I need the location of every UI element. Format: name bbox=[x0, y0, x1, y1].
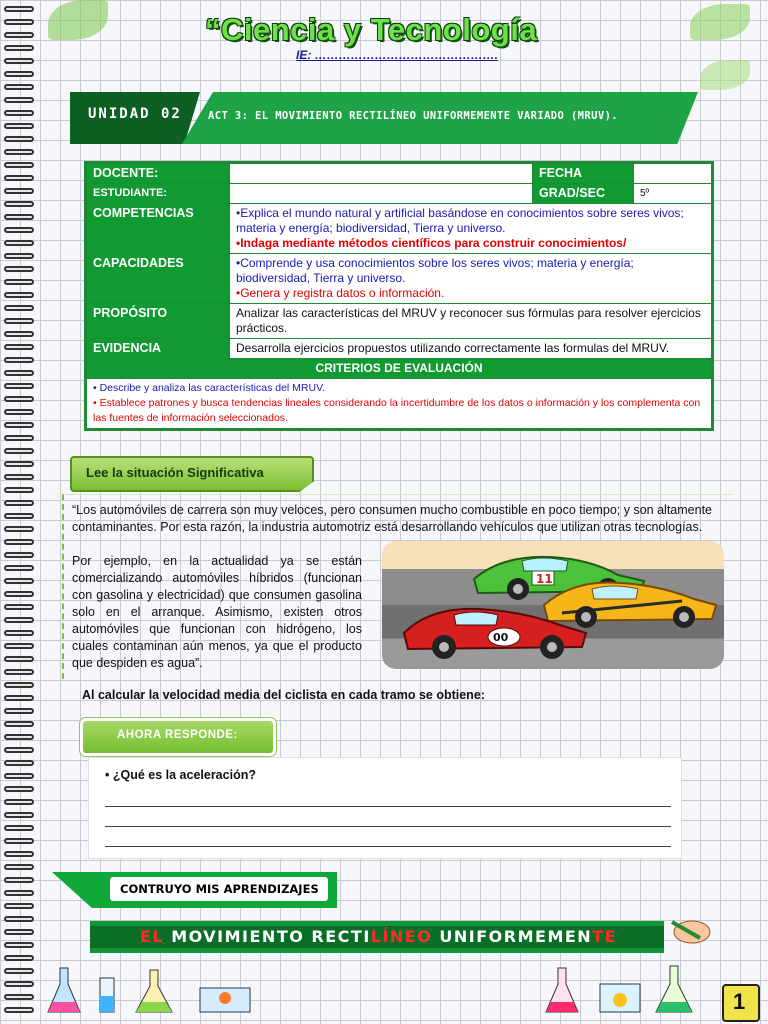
spiral-ring bbox=[4, 45, 34, 51]
leaf-decoration bbox=[700, 60, 750, 90]
estudiante-value[interactable] bbox=[230, 184, 533, 204]
spiral-ring bbox=[4, 968, 34, 974]
spiral-ring bbox=[4, 708, 34, 714]
spiral-ring bbox=[4, 500, 34, 506]
spiral-ring bbox=[4, 487, 34, 493]
spiral-ring bbox=[4, 838, 34, 844]
spiral-ring bbox=[4, 526, 34, 532]
proposito-label: PROPÓSITO bbox=[86, 304, 230, 339]
gradsec-value[interactable]: 5º bbox=[634, 184, 713, 204]
spiral-ring bbox=[4, 1007, 34, 1013]
spiral-ring bbox=[4, 981, 34, 987]
spiral-ring bbox=[4, 786, 34, 792]
mruv-title-part: LÍNEO bbox=[370, 927, 433, 946]
activity-title: ACT 3: EL MOVIMIENTO RECTILÍNEO UNIFORMEMENTE VARIADO (MRUV). bbox=[208, 110, 619, 122]
ahora-responde-text: AHORA RESPONDE: bbox=[117, 729, 238, 741]
competencias-label: COMPETENCIAS bbox=[86, 204, 230, 254]
mruv-title-part: UNIFORMEMEN bbox=[432, 927, 593, 946]
competencias-cell bbox=[230, 204, 713, 254]
unit-banner bbox=[70, 92, 698, 144]
answer-line[interactable] bbox=[105, 826, 671, 827]
spiral-ring bbox=[4, 721, 34, 727]
page-number: 1 bbox=[733, 989, 746, 1014]
spiral-ring bbox=[4, 994, 34, 1000]
spiral-ring bbox=[4, 279, 34, 285]
spiral-ring bbox=[4, 6, 34, 12]
spiral-ring bbox=[4, 357, 34, 363]
spiral-ring bbox=[4, 474, 34, 480]
spiral-ring bbox=[4, 201, 34, 207]
spiral-ring bbox=[4, 461, 34, 467]
spiral-ring bbox=[4, 422, 34, 428]
spiral-ring bbox=[4, 396, 34, 402]
car-number: 11 bbox=[536, 572, 553, 586]
lab-flasks-decoration bbox=[40, 958, 270, 1018]
capacidad-item: •Comprende y usa conocimientos sobre los seres vivos; materia y energía; biodiversidad, Tierra y universo. bbox=[236, 256, 634, 285]
calc-text: Al calcular la velocidad media del ciclista en cada tramo se obtiene: bbox=[82, 688, 485, 702]
spiral-ring bbox=[4, 58, 34, 64]
spiral-ring bbox=[4, 214, 34, 220]
criterio-item: • Establece patrones y busca tendencias lineales considerando la incertidumbre de los datos o información y los complementa con las fuentes de información seleccionados. bbox=[93, 397, 701, 424]
lab-flasks-decoration bbox=[540, 958, 720, 1018]
estudiante-label: ESTUDIANTE: bbox=[86, 184, 230, 204]
spiral-ring bbox=[4, 84, 34, 90]
spiral-ring bbox=[4, 864, 34, 870]
evidencia-label: EVIDENCIA bbox=[86, 339, 230, 359]
fecha-value[interactable] bbox=[634, 163, 713, 184]
question-box bbox=[88, 757, 682, 859]
spiral-ring bbox=[4, 643, 34, 649]
spiral-ring bbox=[4, 630, 34, 636]
race-cars-image bbox=[382, 541, 724, 669]
spiral-ring bbox=[4, 19, 34, 25]
capacidad-item: •Genera y registra datos o información. bbox=[236, 286, 445, 300]
spiral-ring bbox=[4, 175, 34, 181]
evidencia-value: Desarrolla ejercicios propuestos utilizando correctamente las formulas del MRUV. bbox=[230, 339, 713, 359]
spiral-ring bbox=[4, 253, 34, 259]
gradsec-label: GRAD/SEC bbox=[533, 184, 634, 204]
ie-field: IE: ………………………………………. bbox=[296, 48, 499, 62]
spiral-ring bbox=[4, 409, 34, 415]
spiral-ring bbox=[4, 617, 34, 623]
spiral-ring bbox=[4, 747, 34, 753]
spiral-ring bbox=[4, 240, 34, 246]
spiral-ring bbox=[4, 682, 34, 688]
car-number: 00 bbox=[493, 631, 509, 644]
fecha-label: FECHA bbox=[533, 163, 634, 184]
ahora-responde-tag bbox=[80, 718, 276, 756]
mruv-title-part: EL bbox=[140, 927, 165, 946]
spiral-ring bbox=[4, 292, 34, 298]
spiral-ring bbox=[4, 344, 34, 350]
spiral-ring bbox=[4, 955, 34, 961]
spiral-ring bbox=[4, 851, 34, 857]
spiral-binding bbox=[0, 0, 40, 1024]
spiral-ring bbox=[4, 604, 34, 610]
docente-label: DOCENTE: bbox=[86, 163, 230, 184]
competencia-item: •Explica el mundo natural y artificial basándose en conocimientos sobre seres vivos; materia y energía; biodiversidad, Tierra y universo. bbox=[236, 206, 684, 235]
answer-line[interactable] bbox=[105, 806, 671, 807]
spiral-ring bbox=[4, 266, 34, 272]
mruv-title-part: MOVIMIENTO bbox=[164, 927, 312, 946]
situacion-heading-text: Lee la situación Significativa bbox=[86, 465, 264, 480]
spiral-ring bbox=[4, 162, 34, 168]
leaf-decoration bbox=[690, 4, 750, 40]
criterios-cell bbox=[86, 379, 713, 430]
answer-line[interactable] bbox=[105, 846, 671, 847]
spiral-ring bbox=[4, 799, 34, 805]
criterio-item: • Describe y analiza las características del MRUV. bbox=[93, 382, 326, 394]
mruv-title-part: RECTI bbox=[311, 927, 371, 946]
spiral-ring bbox=[4, 890, 34, 896]
spiral-ring bbox=[4, 929, 34, 935]
spiral-ring bbox=[4, 734, 34, 740]
competencia-item: •Indaga mediante métodos científicos para construir conocimientos/ bbox=[236, 236, 627, 250]
capacidades-cell bbox=[230, 254, 713, 304]
spiral-ring bbox=[4, 669, 34, 675]
proposito-value: Analizar las características del MRUV y reconocer sus fórmulas para resolver ejercicios prácticos. bbox=[230, 304, 713, 339]
spiral-ring bbox=[4, 656, 34, 662]
spiral-ring bbox=[4, 318, 34, 324]
spiral-ring bbox=[4, 383, 34, 389]
spiral-ring bbox=[4, 539, 34, 545]
spiral-ring bbox=[4, 513, 34, 519]
spiral-ring bbox=[4, 591, 34, 597]
spiral-ring bbox=[4, 773, 34, 779]
spiral-ring bbox=[4, 331, 34, 337]
mruv-title-part: TE bbox=[592, 927, 618, 946]
spiral-ring bbox=[4, 916, 34, 922]
question-text: • ¿Qué es la aceleración? bbox=[105, 768, 256, 782]
spiral-ring bbox=[4, 227, 34, 233]
docente-value[interactable] bbox=[230, 163, 533, 184]
story-text-top: “Los automóviles de carrera son muy veloces, pero consumen mucho combustible en poco tiempo; y son altamente contaminantes. Por esta razón, la industria automotriz está desarrollando vehículos que utilizan otras tecnologías. bbox=[72, 503, 712, 534]
page-number-badge bbox=[722, 984, 760, 1022]
spiral-ring bbox=[4, 877, 34, 883]
spiral-ring bbox=[4, 695, 34, 701]
spiral-ring bbox=[4, 435, 34, 441]
spiral-ring bbox=[4, 370, 34, 376]
spiral-ring bbox=[4, 578, 34, 584]
page-title: “Ciencia y Tecnología bbox=[205, 12, 538, 47]
capacidades-label: CAPACIDADES bbox=[86, 254, 230, 304]
spiral-ring bbox=[4, 448, 34, 454]
spiral-ring bbox=[4, 825, 34, 831]
spiral-ring bbox=[4, 760, 34, 766]
spiral-ring bbox=[4, 565, 34, 571]
yellow-car bbox=[544, 582, 716, 628]
spiral-ring bbox=[4, 812, 34, 818]
mruv-title-bar bbox=[90, 921, 664, 953]
unit-label: UNIDAD 02 bbox=[88, 106, 182, 122]
construyo-banner bbox=[52, 872, 337, 908]
spiral-ring bbox=[4, 123, 34, 129]
spiral-ring bbox=[4, 149, 34, 155]
spiral-ring bbox=[4, 305, 34, 311]
spiral-ring bbox=[4, 552, 34, 558]
spiral-ring bbox=[4, 136, 34, 142]
hand-pencil-icon bbox=[670, 912, 714, 946]
spiral-ring bbox=[4, 71, 34, 77]
spiral-ring bbox=[4, 942, 34, 948]
mruv-title-text bbox=[140, 927, 617, 946]
leaf-decoration bbox=[48, 0, 108, 40]
construyo-text: CONTRUYO MIS APRENDIZAJES bbox=[120, 882, 319, 896]
spiral-ring bbox=[4, 903, 34, 909]
situacion-heading bbox=[70, 456, 314, 492]
spiral-ring bbox=[4, 110, 34, 116]
spiral-ring bbox=[4, 188, 34, 194]
info-table bbox=[84, 161, 714, 431]
spiral-ring bbox=[4, 32, 34, 38]
story-text-left: Por ejemplo, en la actualidad ya se están comercializando automóviles híbridos (funcionan con gasolina y electricidad) que consumen gasolina solo en el arranque. Asimismo, existen otros automóviles que funcionan con hidrógeno, los cuales contaminan aún menos, ya que el producto que despiden es agua”. bbox=[72, 554, 362, 670]
criterios-header: CRITERIOS DE EVALUACIÓN bbox=[86, 359, 713, 379]
spiral-ring bbox=[4, 97, 34, 103]
